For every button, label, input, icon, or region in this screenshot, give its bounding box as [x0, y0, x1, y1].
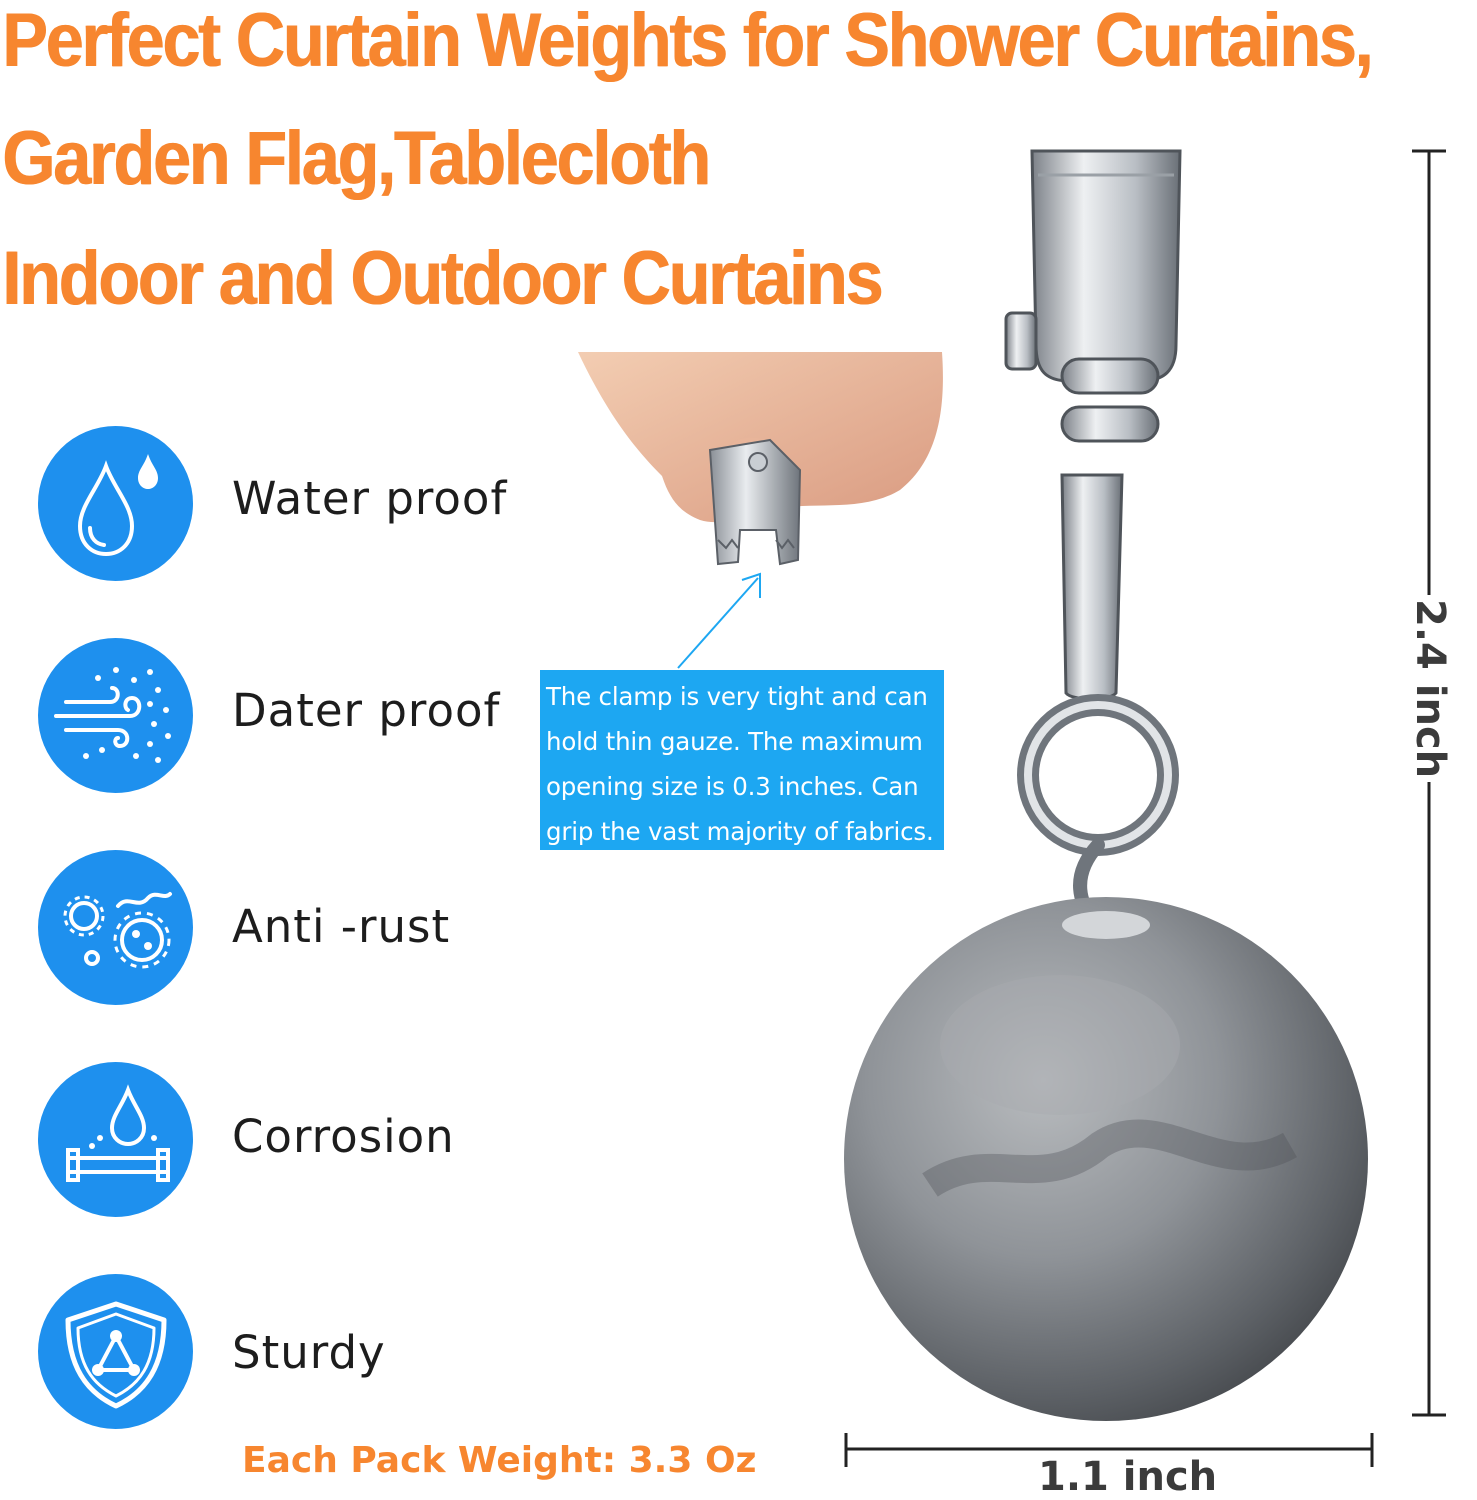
feature-label-anti-rust: Anti -rust	[232, 900, 451, 953]
callout-arrow	[670, 568, 770, 672]
pipe-drop-icon	[38, 1062, 193, 1217]
clamp-callout: The clamp is very tight and can hold thin gauze. The maximum opening size is 0.3 inches. Can grip the vast majority of fabrics.	[540, 670, 944, 850]
feature-label-sturdy: Sturdy	[232, 1326, 386, 1379]
height-dimension-label: 2.4 inch	[1407, 595, 1453, 782]
curtain-weight-product-image	[840, 145, 1380, 1425]
feature-label-corrosion: Corrosion	[232, 1110, 455, 1163]
rust-particles-icon	[38, 850, 193, 1005]
water-drop-icon	[38, 426, 193, 581]
headline-line-2: Garden Flag,Tablecloth	[2, 115, 709, 201]
headline-line-3: Indoor and Outdoor Curtains	[2, 235, 882, 321]
headline-line-1: Perfect Curtain Weights for Shower Curtains,	[2, 0, 1372, 83]
height-dimension-line	[1400, 145, 1470, 1425]
shield-icon	[38, 1274, 193, 1429]
dust-wind-icon	[38, 638, 193, 793]
feature-label-dater-proof: Dater proof	[232, 684, 501, 737]
pack-weight-label: Each Pack Weight: 3.3 Oz	[242, 1440, 757, 1481]
width-dimension-label: 1.1 inch	[1038, 1454, 1218, 1500]
feature-label-water-proof: Water proof	[232, 472, 508, 525]
